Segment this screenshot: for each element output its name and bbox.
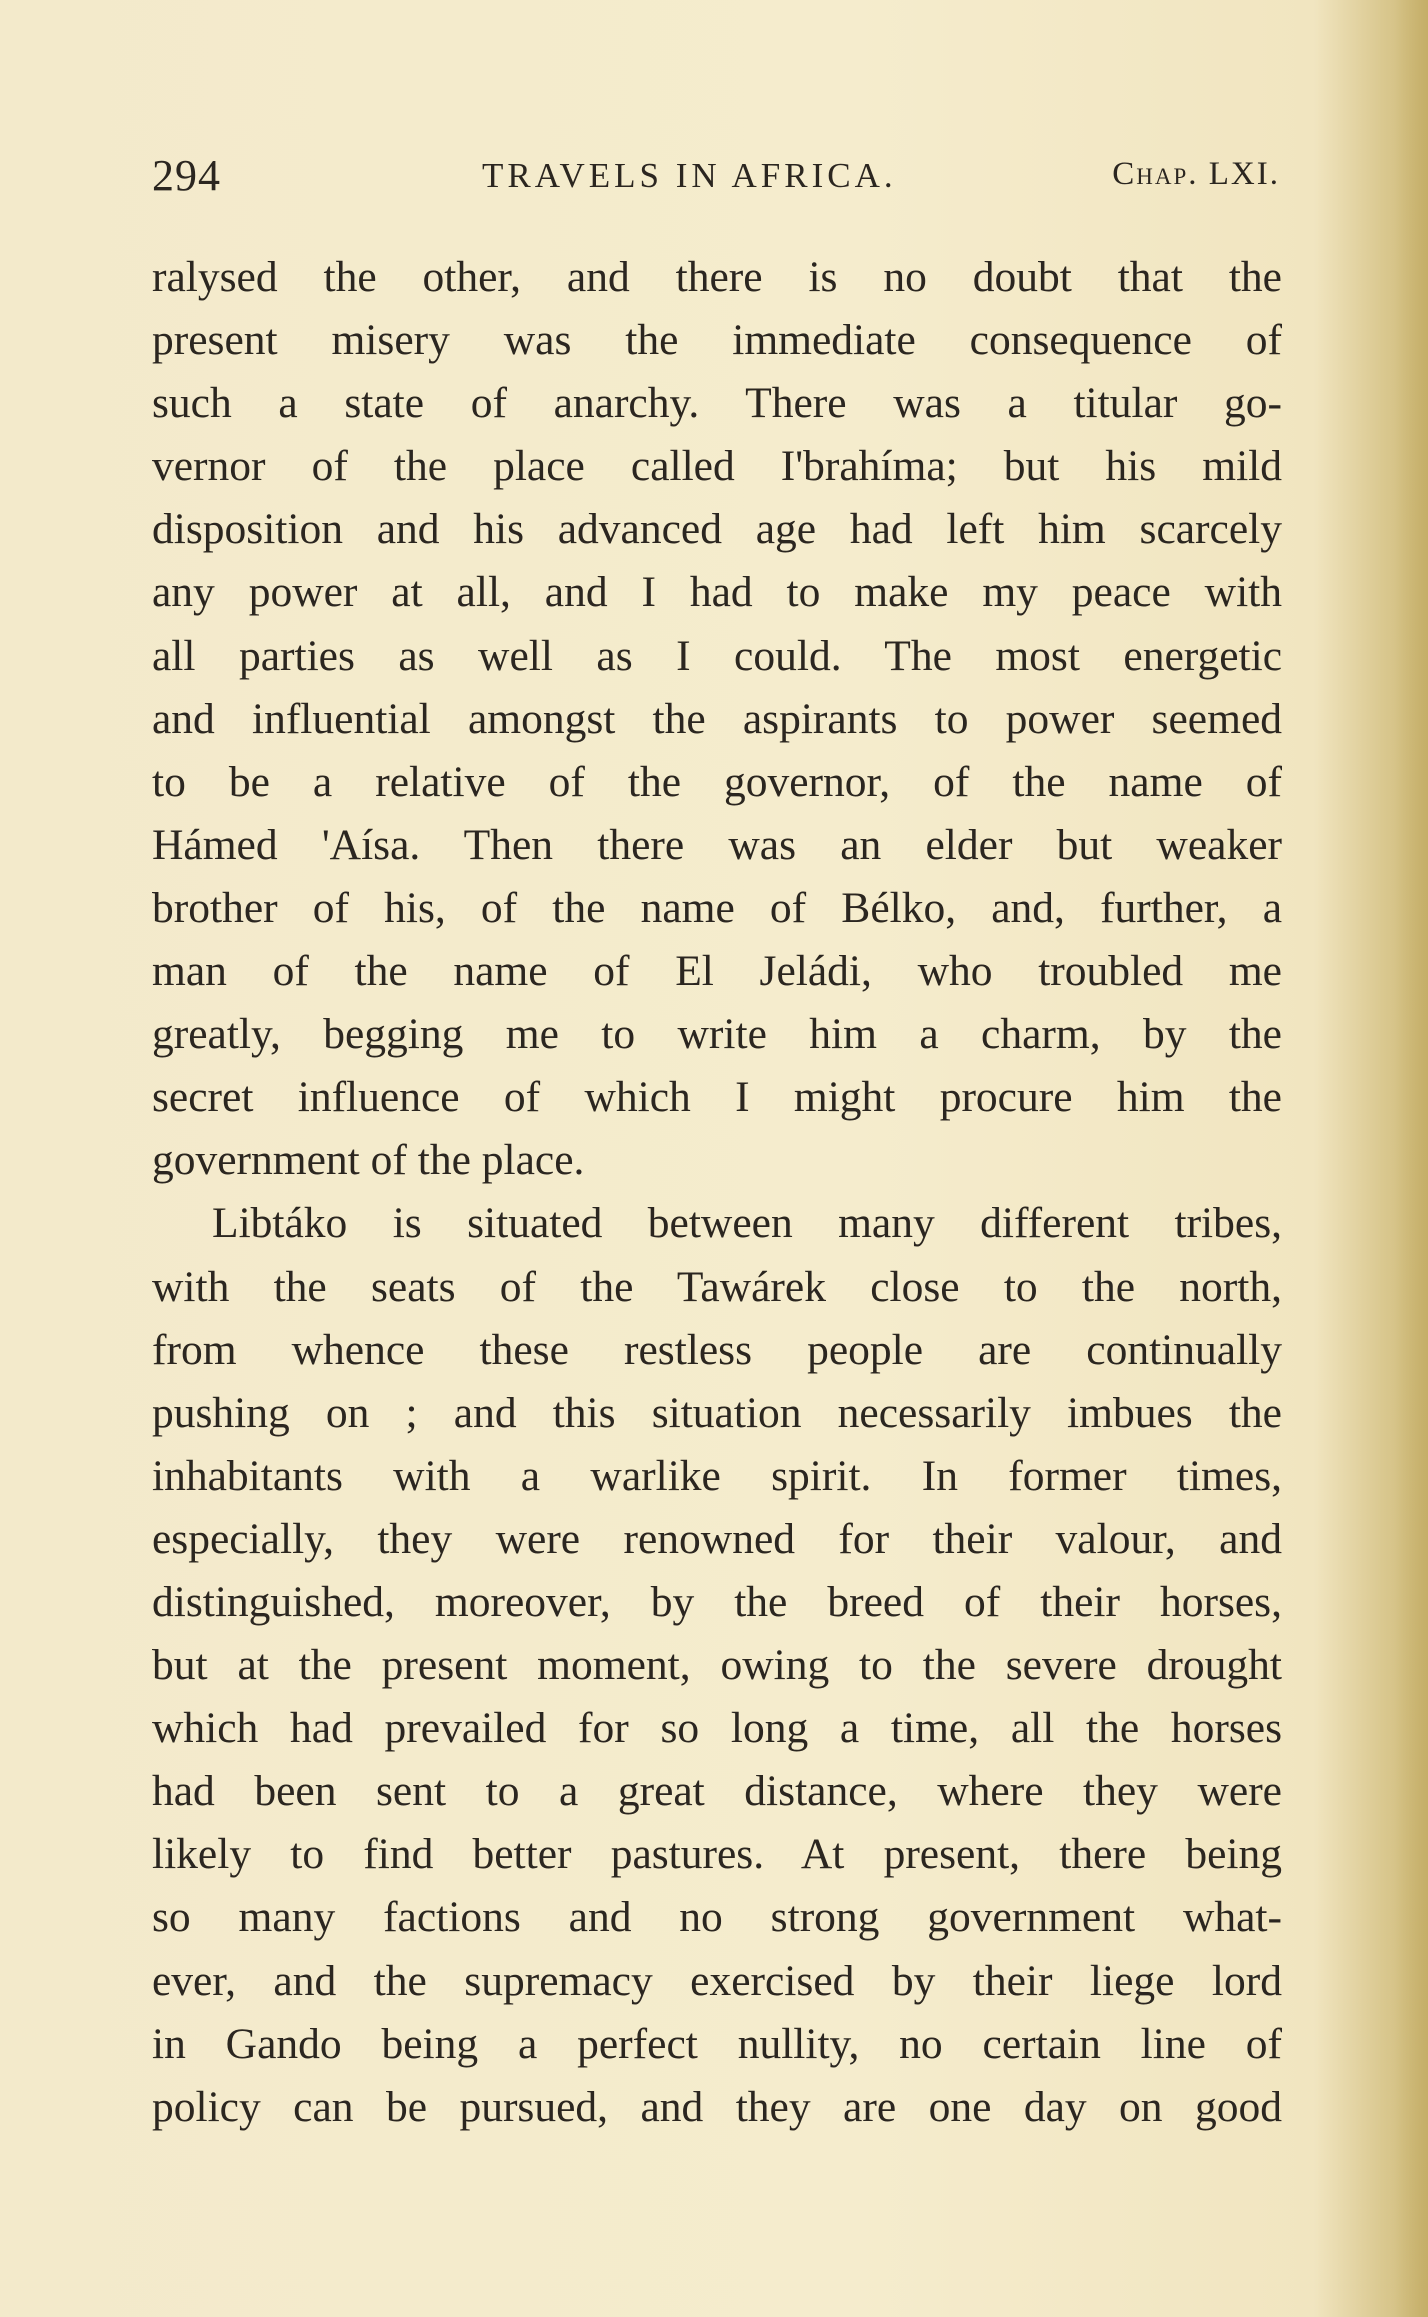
text-line: with the seats of the Tawárek close to the north, [152,1262,1282,1311]
text-line: all parties as well as I could. The most energetic [152,631,1282,680]
text-line: vernor of the place called I'brahíma; but his mild [152,442,1282,491]
page-edge-shadow [1394,0,1428,2317]
page-number: 294 [152,151,221,200]
text-line: ralysed the other, and there is no doubt that the [152,253,1282,301]
text-line: inhabitants with a warlike spirit. In former times, [152,1451,1282,1500]
text-line: distinguished, moreover, by the breed of their horses, [152,1577,1282,1626]
text-line: likely to find better pastures. At present, there being [152,1830,1282,1879]
text-line: such a state of anarchy. There was a titular go- [152,379,1282,428]
text-line: had been sent to a great distance, where they were [152,1767,1282,1816]
text-line: and influential amongst the aspirants to power seemed [152,694,1282,743]
text-line: disposition and his advanced age had left him scarcely [152,505,1282,554]
running-title: TRAVELS IN AFRICA. [482,156,897,195]
text-line: brother of his, of the name of Bélko, and, further, a [152,883,1282,932]
text-line: pushing on ; and this situation necessarily imbues the [152,1388,1282,1437]
text-line: so many factions and no strong government what- [152,1893,1282,1942]
text-line: ever, and the supremacy exercised by their liege lord [152,1956,1282,2005]
text-line: in Gando being a perfect nullity, no certain line of [152,2019,1282,2068]
text-line: from whence these restless people are continually [152,1325,1282,1374]
paragraph-start-line: Libtáko is situated between many different tribes, [212,1199,1282,1248]
text-line: greatly, begging me to write him a charm, by the [152,1010,1282,1059]
text-line: secret influence of which I might procure him the [152,1073,1282,1122]
paragraph-end-line: government of the place. [152,1136,585,1185]
text-line: any power at all, and I had to make my peace with [152,568,1282,617]
chapter-reference: Chap. LXI. [1112,156,1280,192]
text-line: man of the name of El Jeládi, who troubled me [152,947,1282,996]
running-head [152,150,1280,210]
text-line: to be a relative of the governor, of the name of [152,757,1282,806]
body-text [152,246,1282,2139]
text-line: policy can be pursued, and they are one day on good [152,2082,1282,2131]
text-line: but at the present moment, owing to the severe drought [152,1641,1282,1690]
text-line: especially, they were renowned for their valour, and [152,1514,1282,1563]
text-line: present misery was the immediate consequence of [152,316,1282,365]
text-line: which had prevailed for so long a time, all the horses [152,1704,1282,1753]
text-line: Hámed 'Aísa. Then there was an elder but weaker [152,820,1282,869]
